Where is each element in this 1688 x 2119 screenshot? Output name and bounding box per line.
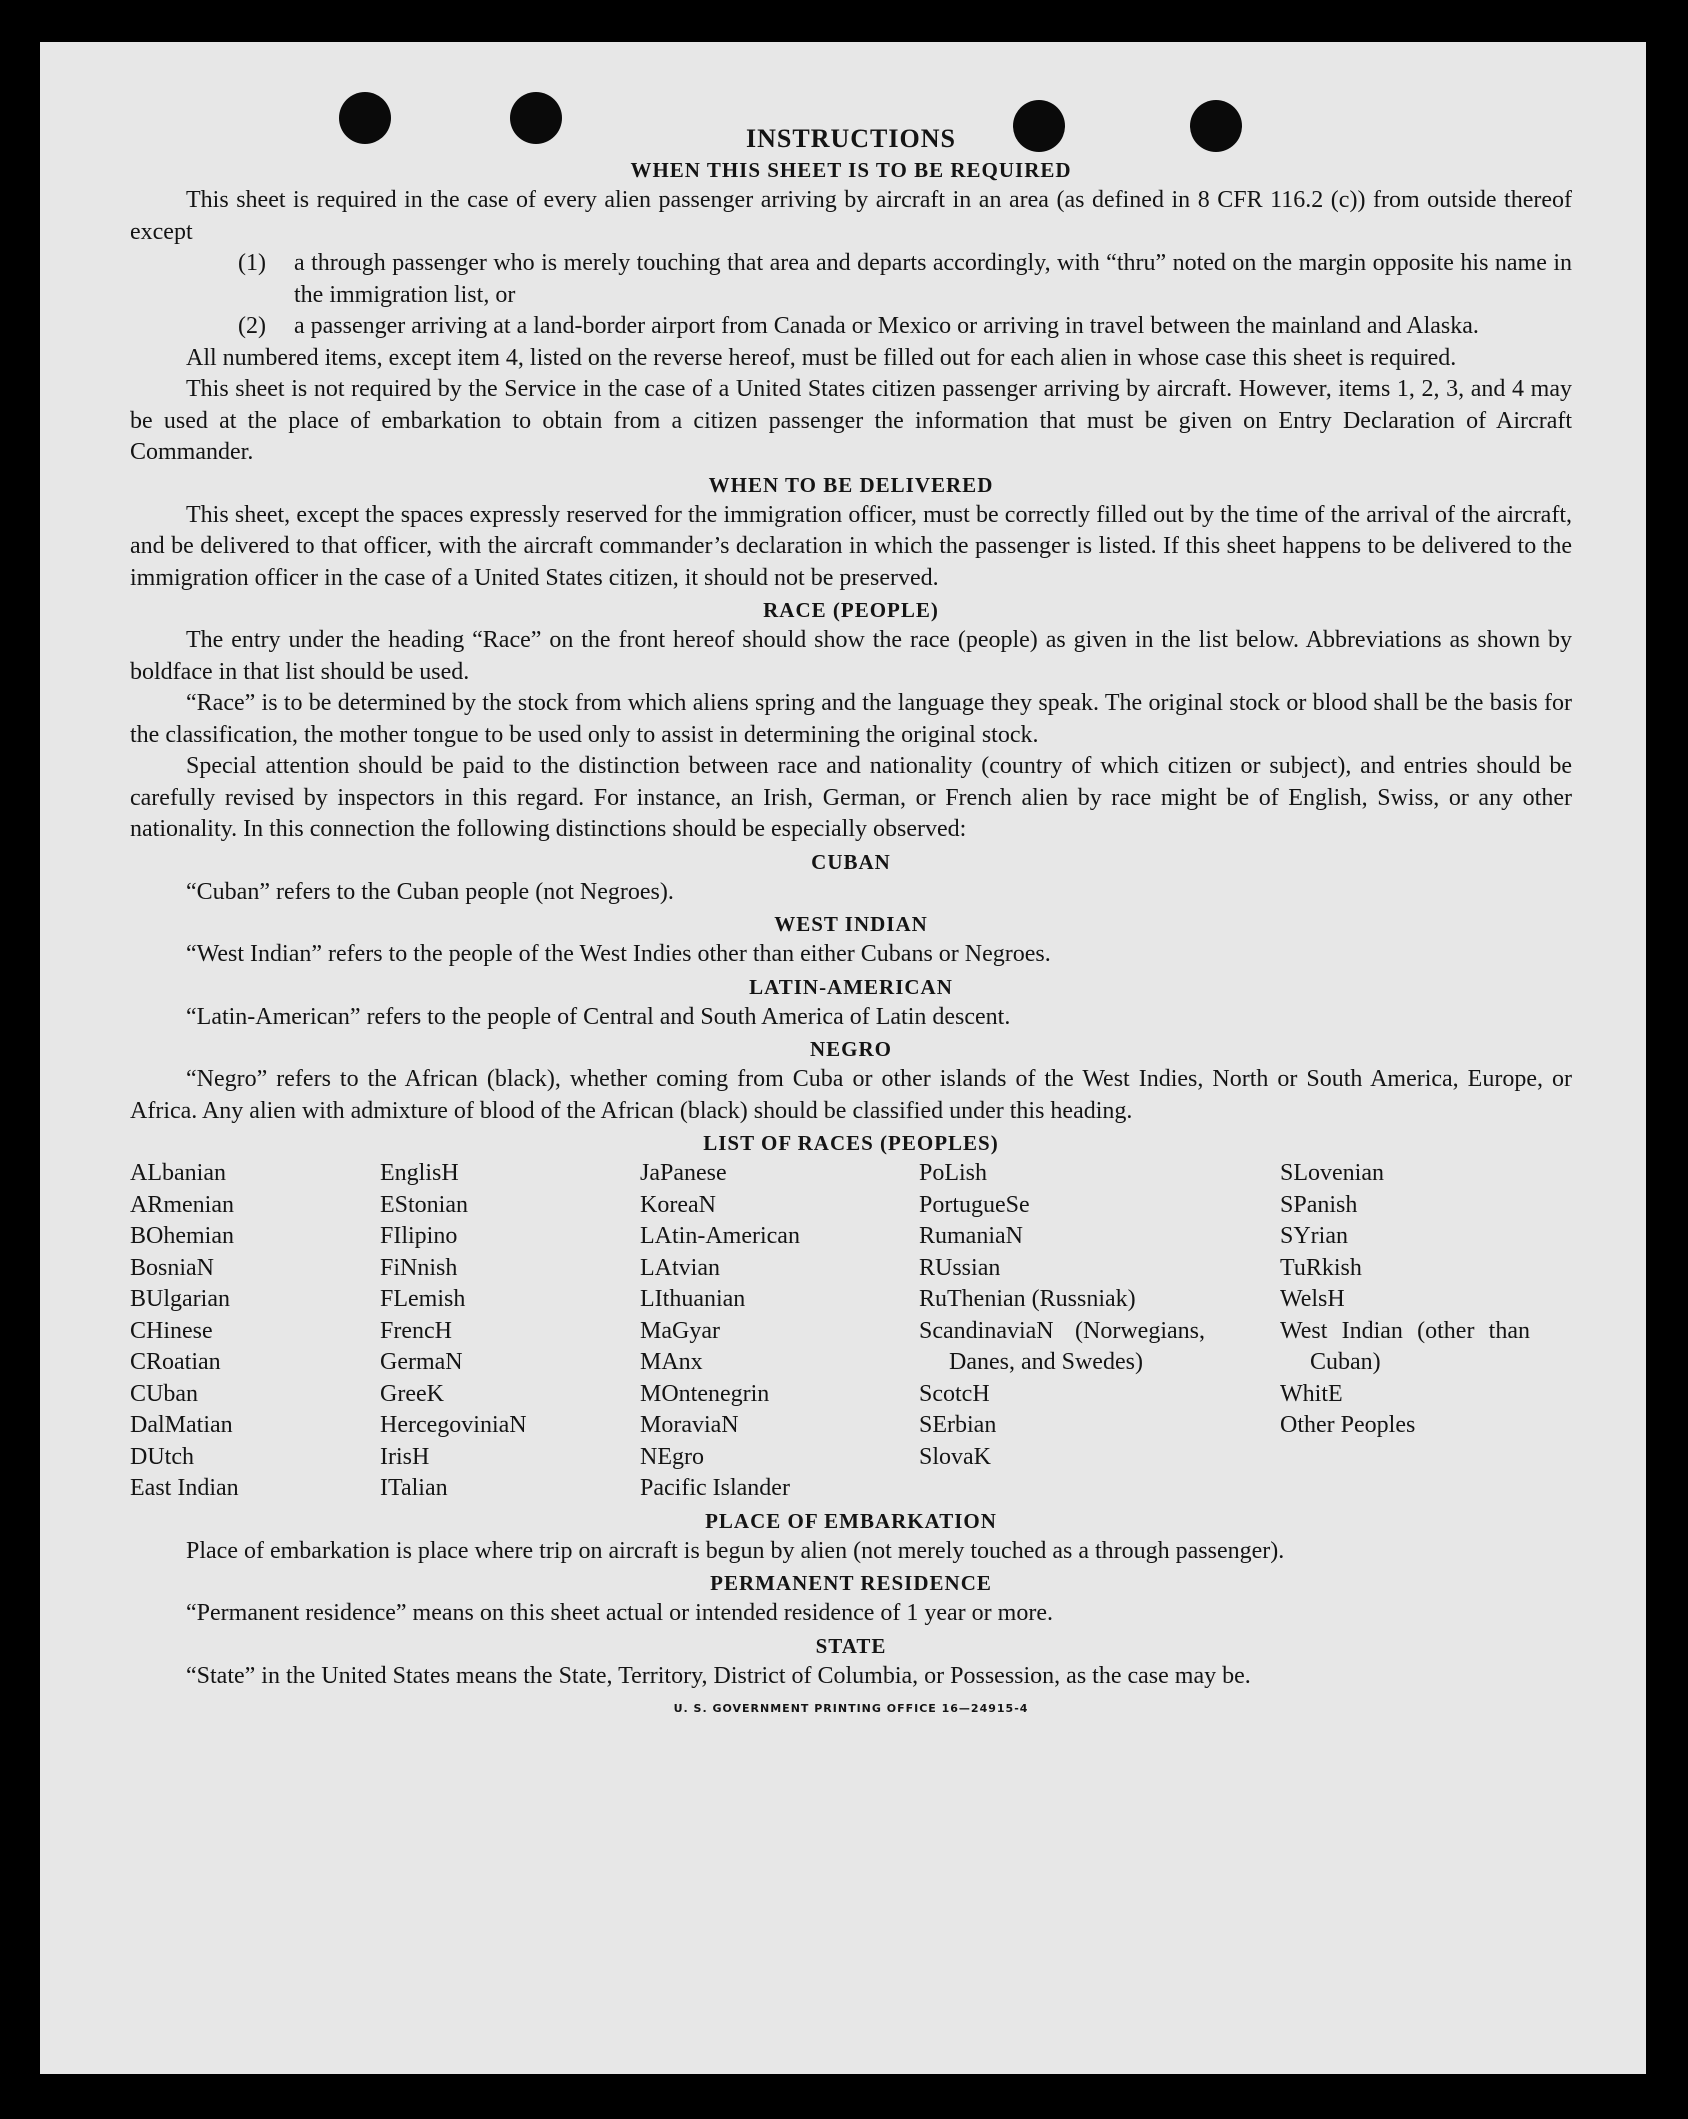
paragraph: “Cuban” refers to the Cuban people (not Negroes). bbox=[186, 878, 674, 905]
list-item-number: (2) bbox=[238, 313, 266, 339]
document-sheet bbox=[40, 42, 1646, 2074]
printer-imprint: U. S. GOVERNMENT PRINTING OFFICE 16—24915-4 bbox=[673, 1702, 1029, 1715]
race-entry: CHinese bbox=[130, 1317, 213, 1344]
list-item-text: a passenger arriving at a land-border airport from Canada or Mexico or arriving in travel between the mainland and Alaska. bbox=[294, 313, 1479, 339]
paragraph: This sheet is required in the case of every alien passenger arriving by aircraft in an area (as defined in 8 CFR 116.2 (c)) from outside thereof except bbox=[130, 187, 1572, 245]
list-item-number: (1) bbox=[238, 250, 266, 276]
race-entry: CUban bbox=[130, 1380, 198, 1407]
paragraph: “West Indian” refers to the people of the West Indies other than either Cubans or Negroes. bbox=[186, 941, 1051, 967]
section-heading-latin-american: LATIN-AMERICAN bbox=[749, 974, 953, 999]
race-entry: BUlgarian bbox=[130, 1286, 230, 1312]
list-item bbox=[238, 311, 1572, 343]
race-entry: SLovenian bbox=[1280, 1160, 1384, 1186]
race-entry: DalMatian bbox=[130, 1412, 233, 1438]
race-entry: SErbian bbox=[919, 1412, 997, 1438]
race-entry: ALbanian bbox=[130, 1160, 226, 1186]
race-entry: EStonian bbox=[380, 1191, 468, 1218]
paragraph: This sheet is not required by the Service in the case of a United States citizen passenger arriving by aircraft. However, items 1, 2, 3, and 4 may be used at the place of embarkation to obtain from a citizen passenger the information that must be given on Entry Declaration of Aircraft Commander. bbox=[130, 376, 1572, 465]
race-entry: FIlipino bbox=[380, 1223, 458, 1249]
race-entry: Other Peoples bbox=[1280, 1412, 1416, 1438]
races-column bbox=[380, 1158, 640, 1505]
race-entry: ScandinaviaN (Norwegians, Danes, and Swedes) bbox=[919, 1317, 1205, 1375]
paragraph: “Permanent residence” means on this sheet actual or intended residence of 1 year or more. bbox=[186, 1600, 1053, 1626]
race-entry: IrisH bbox=[380, 1443, 430, 1470]
race-entry: ITalian bbox=[380, 1475, 448, 1501]
race-entry: SlovaK bbox=[919, 1443, 991, 1470]
race-entry: LAtvian bbox=[640, 1254, 720, 1281]
paragraph: “Latin-American” refers to the people of Central and South America of Latin descent. bbox=[186, 1003, 1011, 1030]
section-heading-delivered: WHEN TO BE DELIVERED bbox=[708, 472, 994, 497]
race-entry: WelsH bbox=[1280, 1286, 1345, 1312]
races-list bbox=[130, 1158, 1572, 1505]
races-column bbox=[919, 1158, 1205, 1505]
race-entry: MaGyar bbox=[640, 1317, 720, 1344]
race-entry: TuRkish bbox=[1280, 1254, 1362, 1281]
race-entry: LIthuanian bbox=[640, 1286, 746, 1312]
list-item bbox=[238, 248, 1572, 311]
paragraph: “Race” is to be determined by the stock from which aliens spring and the language they speak. The original stock or blood shall be the basis for the classification, the mother tongue to be used only to assist in determining the original stock. bbox=[130, 690, 1572, 748]
race-entry: JaPanese bbox=[640, 1160, 727, 1186]
race-entry: GreeK bbox=[380, 1380, 444, 1407]
race-entry: East Indian bbox=[130, 1475, 239, 1501]
race-entry: SYrian bbox=[1280, 1223, 1348, 1249]
race-entry: GermaN bbox=[380, 1349, 463, 1375]
page-title: INSTRUCTIONS bbox=[746, 124, 956, 153]
section-heading-embarkation: PLACE OF EMBARKATION bbox=[705, 1508, 997, 1533]
race-entry: MAnx bbox=[640, 1349, 703, 1375]
race-entry: WhitE bbox=[1280, 1380, 1343, 1407]
paragraph: Place of embarkation is place where trip on aircraft is begun by alien (not merely touched as a through passenger). bbox=[186, 1537, 1285, 1564]
race-entry: FLemish bbox=[380, 1286, 466, 1312]
race-entry: MoraviaN bbox=[640, 1412, 739, 1438]
section-heading-west-indian: WEST INDIAN bbox=[774, 912, 928, 936]
race-entry: RUssian bbox=[919, 1254, 1001, 1281]
race-entry: KoreaN bbox=[640, 1191, 716, 1218]
paragraph: “State” in the United States means the State, Territory, District of Columbia, or Possession, as the case may be. bbox=[186, 1662, 1251, 1689]
race-entry: West Indian (other than Cuban) bbox=[1280, 1317, 1530, 1375]
race-entry: ARmenian bbox=[130, 1191, 234, 1218]
race-entry: BOhemian bbox=[130, 1223, 234, 1249]
document-body bbox=[130, 124, 1572, 1715]
section-heading-state: STATE bbox=[815, 1633, 887, 1658]
race-entry: RumaniaN bbox=[919, 1223, 1023, 1249]
section-heading-negro: NEGRO bbox=[809, 1037, 892, 1061]
race-entry: PoLish bbox=[919, 1160, 988, 1186]
race-entry: ScotcH bbox=[919, 1380, 990, 1407]
race-entry: BosniaN bbox=[130, 1254, 214, 1281]
races-column bbox=[1280, 1158, 1530, 1505]
race-entry: PortugueSe bbox=[919, 1191, 1030, 1218]
race-entry: HercegoviniaN bbox=[380, 1412, 527, 1438]
race-entry: MOntenegrin bbox=[640, 1380, 770, 1407]
section-heading-race: RACE (PEOPLE) bbox=[763, 598, 939, 622]
paragraph: “Negro” refers to the African (black), whether coming from Cuba or other islands of the West Indies, North or South America, Europe, or Africa. Any alien with admixture of blood of the African (black) should be classified under this heading. bbox=[130, 1066, 1572, 1124]
section-heading-cuban: CUBAN bbox=[811, 849, 891, 874]
paragraph: Special attention should be paid to the distinction between race and nationality (country of which citizen or subject), and entries should be carefully revised by inspectors in this regard. For instance, an Irish, German, or French alien by race might be of English, Swiss, or any other nationality. In this connection the following distinctions should be especially observed: bbox=[130, 753, 1572, 842]
race-entry: CRoatian bbox=[130, 1349, 221, 1375]
section-heading-residence: PERMANENT RESIDENCE bbox=[710, 1571, 992, 1595]
race-entry: SPanish bbox=[1280, 1191, 1358, 1218]
paragraph: This sheet, except the spaces expressly reserved for the immigration officer, must be correctly filled out by the time of the arrival of the aircraft, and be delivered to that officer, with the aircraft commander’s declaration in which the passenger is listed. If this sheet happens to be delivered to the immigration officer in the case of a United States citizen, it should not be preserved. bbox=[130, 501, 1572, 591]
paragraph: All numbered items, except item 4, listed on the reverse hereof, must be filled out for each alien in whose case this sheet is required. bbox=[186, 344, 1457, 371]
race-entry: LAtin-American bbox=[640, 1223, 800, 1249]
list-item-text: a through passenger who is merely touching that area and departs accordingly, with “thru” noted on the margin opposite his name in the immigration list, or bbox=[294, 250, 1572, 308]
race-entry: EnglisH bbox=[380, 1160, 459, 1186]
section-heading-races-list: LIST OF RACES (PEOPLES) bbox=[703, 1131, 999, 1155]
races-column bbox=[130, 1158, 380, 1505]
race-entry: DUtch bbox=[130, 1443, 194, 1470]
race-entry: FiNnish bbox=[380, 1254, 458, 1281]
paragraph: The entry under the heading “Race” on the front hereof should show the race (people) as given in the list below. Abbreviations as shown by boldface in that list should be used. bbox=[130, 627, 1572, 685]
race-entry: NEgro bbox=[640, 1443, 704, 1470]
races-column bbox=[640, 1158, 919, 1505]
section-heading-required: WHEN THIS SHEET IS TO BE REQUIRED bbox=[630, 158, 1072, 182]
race-entry: RuThenian (Russniak) bbox=[919, 1286, 1136, 1312]
race-entry: FrencH bbox=[380, 1317, 452, 1344]
race-entry: Pacific Islander bbox=[640, 1475, 790, 1501]
